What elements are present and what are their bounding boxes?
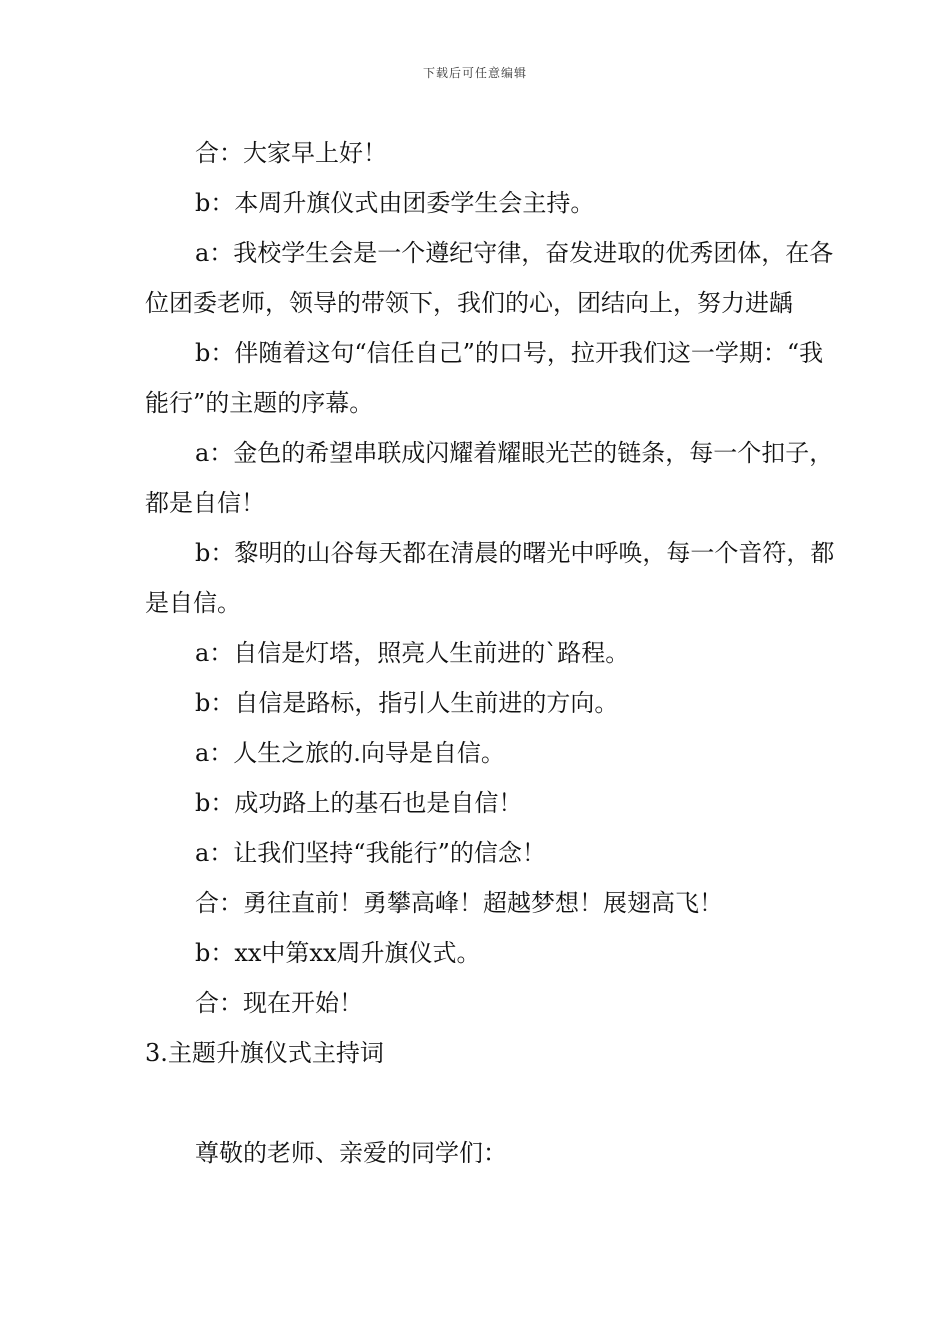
paragraph-10: b：成功路上的基石也是自信！ xyxy=(195,789,523,817)
paragraph-12: 合：勇往直前！勇攀高峰！超越梦想！展翅高飞！ xyxy=(195,889,723,917)
paragraph-1: 合：大家早上好！ xyxy=(195,139,387,167)
paragraph-4: b：伴随着这句“信任自己”的口号，拉开我们这一学期：“我能行”的主题的序幕。 xyxy=(145,339,824,417)
document-body xyxy=(145,128,845,1178)
page-header: 下载后可任意编辑 xyxy=(422,66,527,80)
paragraph-13: b：xx中第xx周升旗仪式。 xyxy=(195,939,481,967)
paragraph-8: b：自信是路标，指引人生前进的方向。 xyxy=(195,689,619,717)
blank-line xyxy=(145,1078,845,1128)
greeting: 尊敬的老师、亲爱的同学们： xyxy=(195,1139,507,1167)
paragraph-6: b：黎明的山谷每天都在清晨的曙光中呼唤，每一个音符，都是自信。 xyxy=(145,539,835,617)
paragraph-7: a：自信是灯塔，照亮人生前进的`路程。 xyxy=(195,639,630,667)
paragraph-3: a：我校学生会是一个遵纪守律，奋发进取的优秀团体，在各位团委老师，领导的带领下，我们的心，团结向上，努力进龋 xyxy=(145,239,834,317)
paragraph-14: 合：现在开始！ xyxy=(195,989,363,1017)
paragraph-5: a：金色的希望串联成闪耀着耀眼光芒的链条，每一个扣子，都是自信！ xyxy=(145,439,834,517)
paragraph-2: b：本周升旗仪式由团委学生会主持。 xyxy=(195,189,595,217)
paragraph-9: a：人生之旅的.向导是自信。 xyxy=(195,739,505,767)
paragraph-11: a：让我们坚持“我能行”的信念！ xyxy=(195,839,546,867)
section-title: 3.主题升旗仪式主持词 xyxy=(145,1039,384,1067)
